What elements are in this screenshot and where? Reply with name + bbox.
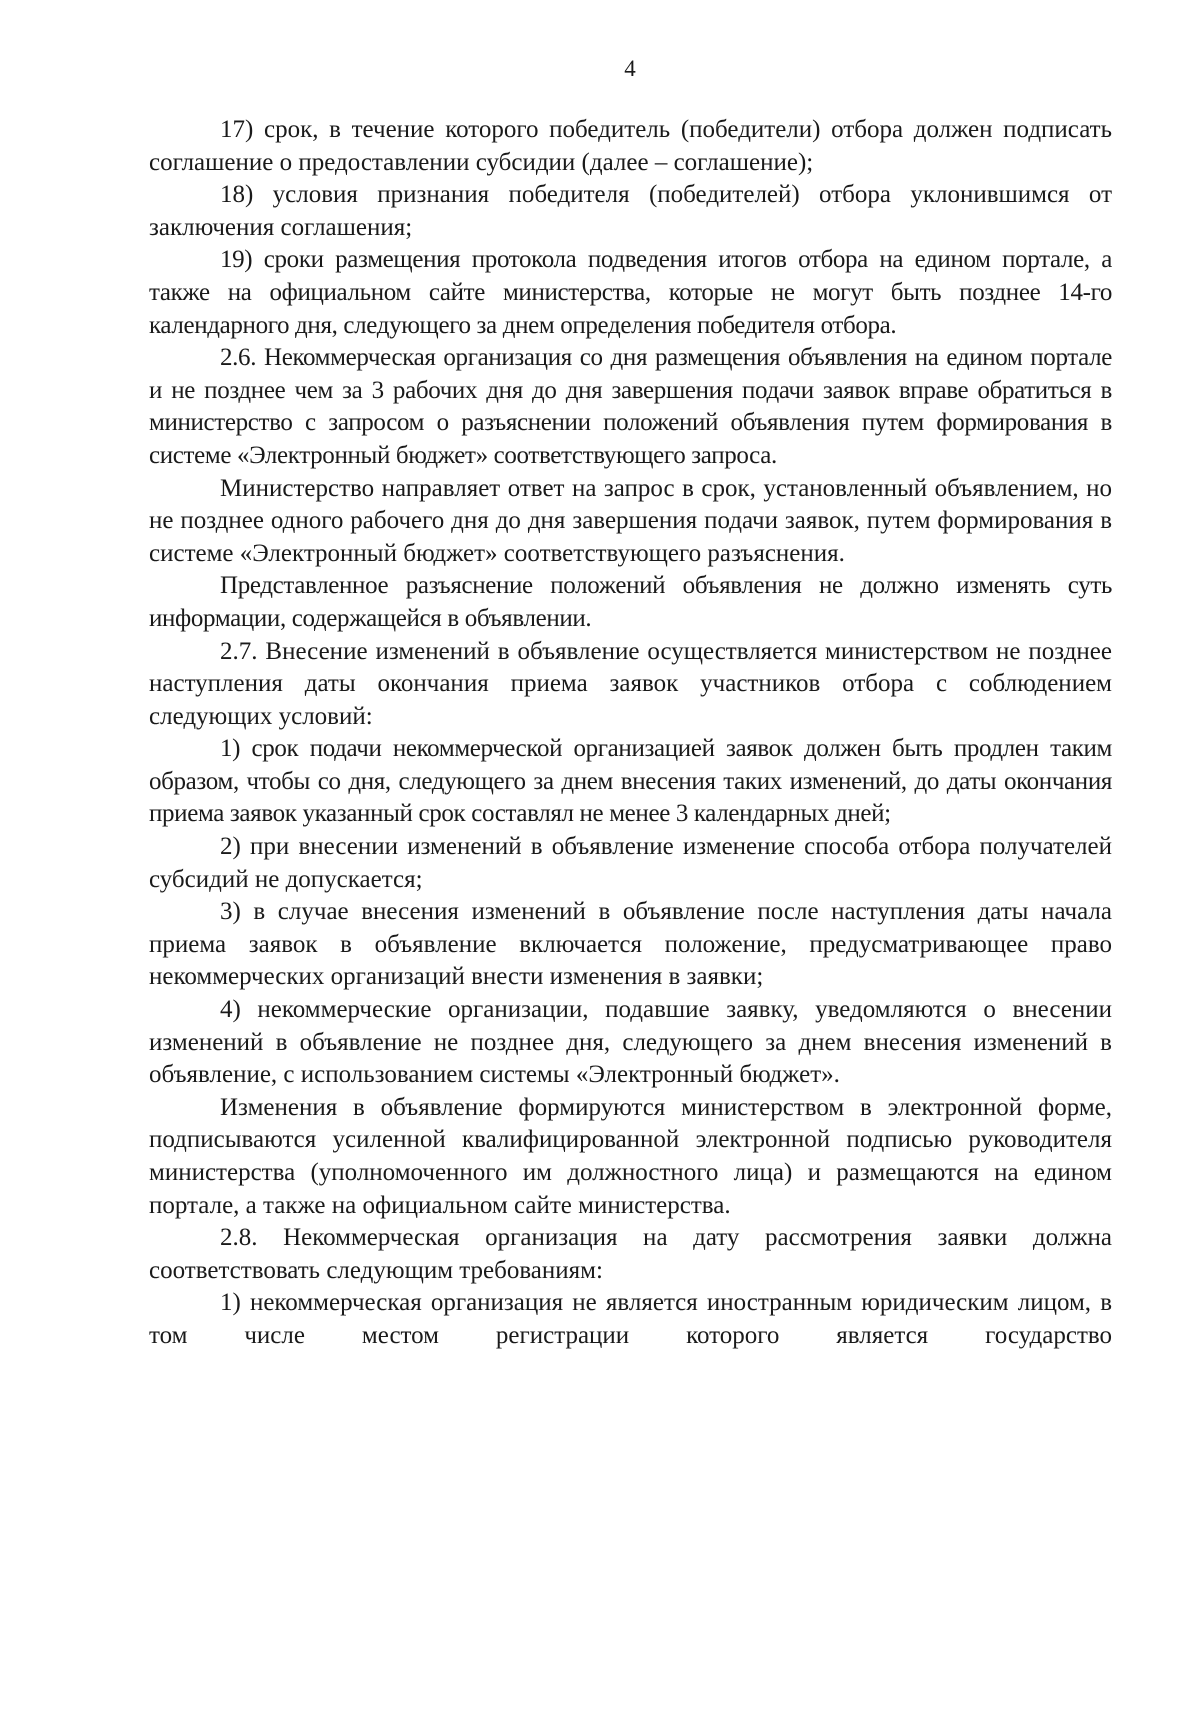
paragraph-condition-1: 1) срок подачи некоммерческой организацией заявок должен быть продлен таким образом, чтобы со дня, следующего за днем внесения таких изменений, до даты окончания приема заявок указанный срок составлял не менее 3 календарных дней;: [149, 735, 1112, 828]
paragraph-changes-format: Изменения в объявление формируются министерством в электронной форме, подписываются усиленной квалифицированной электронной подписью руководителя министерства (уполномоченного им должностного лица) и размещаются на едином портале, а также на официальном сайте министерства.: [149, 1093, 1112, 1219]
paragraph-section-2-6: 2.6. Некоммерческая организация со дня размещения объявления на едином портале и не позднее чем за 3 рабочих дня до дня завершения подачи заявок вправе обратиться в министерство с запросом о разъяснении положений объявления путем формирования в системе «Электронный бюджет» соответствующего запроса.: [149, 344, 1112, 469]
paragraph-requirement-1: 1) некоммерческая организация не является иностранным юридическим лицом, в том числе местом регистрации которого является государство: [149, 1289, 1112, 1349]
paragraph-condition-4: 4) некоммерческие организации, подавшие заявку, уведомляются о внесении изменений в объявление не позднее дня, следующего за днем внесения изменений в объявление, с использованием системы «Электронный бюджет».: [149, 996, 1112, 1089]
paragraph-clarification: Представленное разъяснение положений объявления не должно изменять суть информации, содержащейся в объявлении.: [149, 572, 1112, 632]
paragraph-ministry-response: Министерство направляет ответ на запрос в срок, установленный объявлением, но не позднее одного рабочего дня до дня завершения подачи заявок, путем формирования в системе «Электронный бюджет» соответствующего разъяснения.: [149, 474, 1112, 567]
paragraph-item-19: 19) сроки размещения протокола подведения итогов отбора на едином портале, а также на официальном сайте министерства, которые не могут быть позднее 14-го календарного дня, следующего за днем определения победителя отбора.: [149, 246, 1112, 339]
paragraph-section-2-7: 2.7. Внесение изменений в объявление осуществляется министерством не позднее наступления даты окончания приема заявок участников отбора с соблюдением следующих условий:: [149, 637, 1112, 730]
paragraph-item-18: 18) условия признания победителя (победителей) отбора уклонившимся от заключения соглашения;: [149, 181, 1112, 241]
paragraph-item-17: 17) срок, в течение которого победитель (победители) отбора должен подписать соглашение о предоставлении субсидии (далее – соглашение);: [149, 116, 1112, 176]
paragraph-section-2-8: 2.8. Некоммерческая организация на дату рассмотрения заявки должна соответствовать следующим требованиям:: [149, 1224, 1112, 1284]
page-number: 4: [624, 56, 636, 81]
paragraph-condition-3: 3) в случае внесения изменений в объявление после наступления даты начала приема заявок в объявление включается положение, предусматривающее право некоммерческих организаций внести изменения в заявки;: [149, 898, 1112, 991]
paragraph-condition-2: 2) при внесении изменений в объявление изменение способа отбора получателей субсидий не допускается;: [149, 833, 1112, 893]
document-body: [149, 114, 1112, 1353]
